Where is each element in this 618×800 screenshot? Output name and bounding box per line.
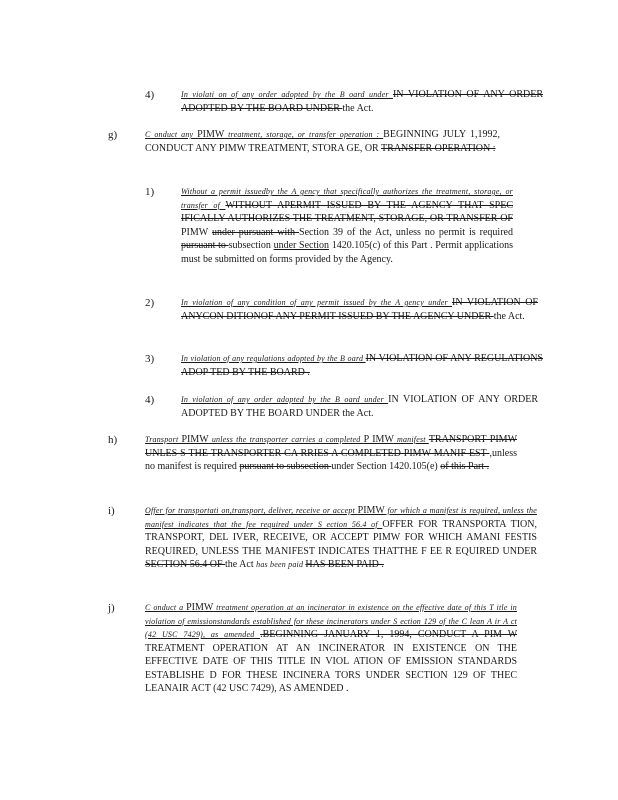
segment: pursuant to subsection xyxy=(239,461,332,472)
segment: BEGINNING JULY 1,1992, CONDUCT ANY PIMW TREATMENT, STORA GE, OR xyxy=(145,129,501,154)
segment: Transport xyxy=(145,435,182,444)
segment: SECTION 56.4 OF xyxy=(145,559,226,570)
segment: treatment operation at an incinerator in existence on the effective date of this T itle in violation of emissionstandards established for these incinerators under S ection 129 of the C lean A ir A ct (42 USC 7429), as amended xyxy=(145,603,517,639)
segment: .BEGINNING JANUARY 1, 1994, CONDUCT A PIM W xyxy=(260,629,517,640)
segment: TRANSFER OPERATION : xyxy=(381,142,496,154)
item-label: g) xyxy=(108,129,118,141)
item-label: h) xyxy=(108,434,118,446)
segment: the Act. xyxy=(493,310,525,322)
segment: TREATMENT OPERATION AT AN INCINERATOR IN EXISTENCE ON THE EFFECTIVE DATE OF THIS TITLE IN VIOL ATION OF EMISSION STANDARDS ESTABLISHE D FOR THESE INCINERA TORS UNDER SECTION 129 OF THEC LEANAIR ACT (42 USC 7429), AS AMENDED . xyxy=(145,642,517,694)
item-text xyxy=(181,352,543,379)
segment: WITHOUT APERMIT ISSUED BY THE AGENCY THAT SPEC IFICALLY AUTHORIZES THE TREATMENT, STORAGE, OR TRANSFER OF xyxy=(181,199,513,224)
segment: TRANSPORT PIMW UNLES S THE TRANSPORTER CA RRIES A COMPLETED PIMW MANIF EST xyxy=(145,434,518,459)
item-text xyxy=(145,601,517,696)
segment: PIMW xyxy=(181,434,209,445)
segment: IN VIOLATION OF ANY ORDER ADOPTED BY THE BOARD UNDER xyxy=(181,89,543,114)
segment: Offer for transportati on,transport, deliver, receive or accept xyxy=(145,506,358,515)
item-text xyxy=(145,433,517,474)
item-text xyxy=(181,393,538,420)
segment: PIMW xyxy=(181,226,213,238)
segment: In violation of any regulations adopted by the B oard xyxy=(181,354,366,363)
segment: P IMW xyxy=(363,434,394,445)
segment: manifest xyxy=(393,435,429,444)
segment: C onduct a xyxy=(145,603,187,612)
item-label: i) xyxy=(108,505,115,517)
segment: In violation of any order adopted by the B oard under xyxy=(181,395,389,404)
segment: OFFER FOR TRANSPORTA TION, TRANSPORT, DEL IVER, RECEIVE, OR ACCEPT PIMW FOR WHICH AMANI FESTIS REQUIRED, UNLESS THE MANIFEST INDICATES THATTHE F EE R EQUIRED UNDER xyxy=(145,518,537,557)
segment: HAS BEEN PAID . xyxy=(305,559,384,570)
segment: subsection xyxy=(228,240,274,251)
segment: for which a manifest is required, unless the manifest indicates that the fee required under S ection 56.4 of xyxy=(145,506,537,529)
item-label: 4) xyxy=(145,89,155,101)
item-text xyxy=(181,296,538,323)
item-label: 4) xyxy=(145,394,155,406)
item-label: 3) xyxy=(145,353,155,365)
item-text xyxy=(181,88,543,115)
segment: treatment, storage, or transfer operation : xyxy=(224,130,384,139)
segment: pursuant to xyxy=(181,240,229,251)
segment: Without a permit issuedby the A gency that specifically authorizes the treatment, storage, or transfer of xyxy=(181,187,513,210)
segment: Section 39 of the Act, unless no permit is required xyxy=(299,226,513,238)
segment: the Act. xyxy=(342,102,374,114)
item-label: j) xyxy=(108,602,115,614)
segment: IN VIOLATION OF ANY ORDER ADOPTED BY THE BOARD UNDER the Act. xyxy=(181,394,538,419)
item-text xyxy=(145,504,537,572)
item-label: 1) xyxy=(145,186,155,198)
segment: 1420.105(c) of this Part . Permit applications must be submitted on forms provided by the Agency. xyxy=(181,240,514,265)
segment: In violation of any condition of any permit issued by the A gency under xyxy=(181,298,453,307)
segment: IN VIOLATION OF ANYCON DITIONOF ANY PERMIT ISSUED BY THE AGENCY UNDER xyxy=(181,297,538,322)
segment: unless the transporter carries a completed xyxy=(208,435,364,444)
segment: under pursuant with xyxy=(212,226,300,238)
segment: C onduct any xyxy=(145,130,198,139)
segment: of this Part . xyxy=(440,461,490,472)
item-text xyxy=(145,128,500,155)
segment: ,unless no manifest is required xyxy=(145,447,517,472)
segment: under Section 1420.105(e) xyxy=(331,461,441,472)
segment: has been paid xyxy=(256,560,306,569)
item-text xyxy=(181,185,513,266)
segment: In violati on of any order adopted by the B oard under xyxy=(181,90,393,99)
segment: IN VIOLATION OF ANY REGULATIONS ADOP TED BY THE BOARD . xyxy=(181,353,543,378)
segment: PIMW xyxy=(357,505,385,516)
segment: PIMW xyxy=(197,129,225,140)
segment: under Section xyxy=(273,240,330,251)
item-label: 2) xyxy=(145,297,155,309)
segment: PIMW xyxy=(186,602,214,613)
segment: the Act xyxy=(225,559,257,570)
